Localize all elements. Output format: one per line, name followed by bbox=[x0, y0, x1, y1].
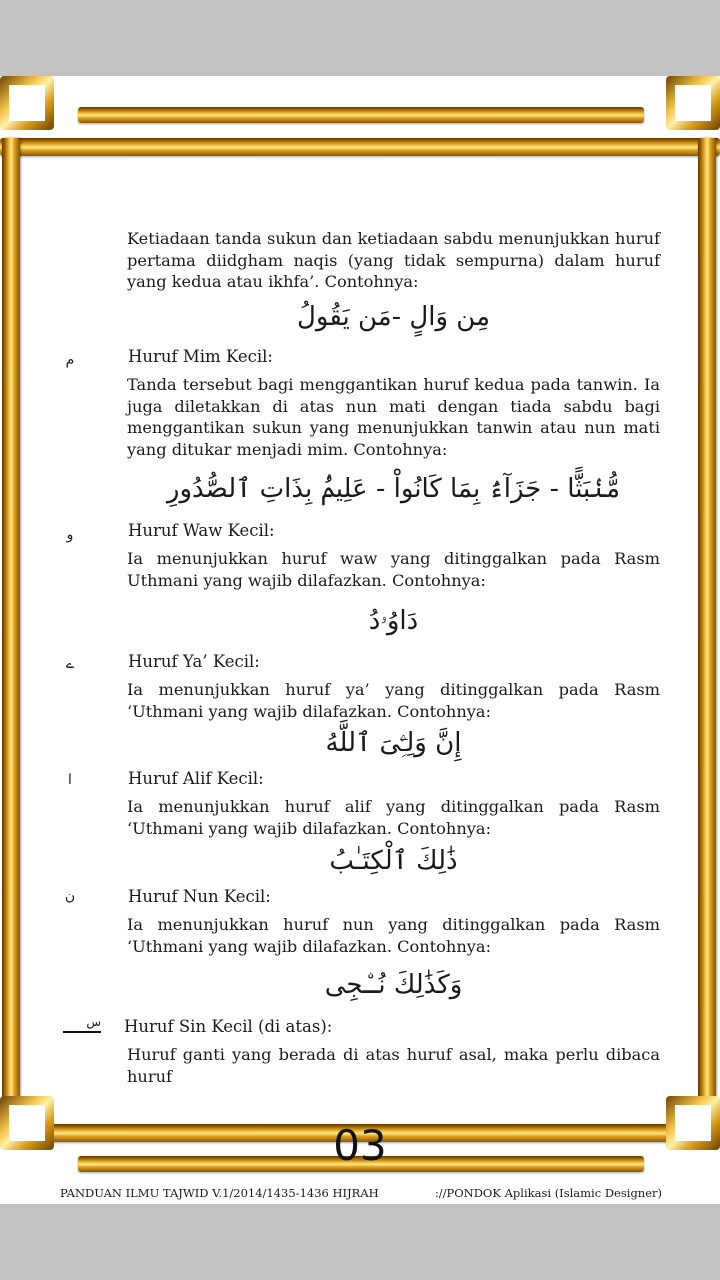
nun-kecil-arabic-example: وَكَذَٰلِكَ نُـۨجِى bbox=[324, 970, 463, 1000]
page-number: 03 bbox=[333, 1121, 387, 1170]
sin-kecil-text: Huruf ganti yang berada di atas huruf asal, maka perlu dibaca huruf bbox=[127, 1045, 660, 1086]
ya-kecil-arabic-example: إِنَّ وَلِـِّۧىَ ٱللَّهُ bbox=[325, 728, 462, 758]
mim-kecil-heading: Huruf Mim Kecil: bbox=[128, 347, 273, 366]
mim-kecil-marker: م bbox=[65, 352, 75, 368]
intro-text: Ketiadaan tanda sukun dan ketiadaan sabdu menunjukkan huruf pertama diidgham naqis (yang tidak sempurna) dalam huruf yang kedua atau ikhfa’. Contohnya: bbox=[127, 229, 660, 291]
waw-kecil-arabic-example: دَاوُۥدُ bbox=[368, 606, 419, 636]
footer-title: PANDUAN ILMU TAJWID V.1/2014/1435-1436 HIJRAH bbox=[60, 1186, 379, 1200]
sin-kecil-heading: Huruf Sin Kecil (di atas): bbox=[124, 1017, 333, 1036]
intro-arabic-example: مِن وَالٍ -مَن يَقُولُ bbox=[297, 302, 490, 332]
document-page bbox=[0, 76, 720, 1204]
waw-kecil-heading: Huruf Waw Kecil: bbox=[128, 521, 275, 540]
mim-kecil-arabic-example: مُّنۢبَثًّا - جَزَآءَۢ بِمَا كَانُواْ - عَلِيمُۢ بِذَاتِ ٱلصُّدُورِ bbox=[166, 474, 621, 504]
nun-kecil-marker: ن bbox=[64, 888, 76, 904]
alif-kecil-heading: Huruf Alif Kecil: bbox=[128, 769, 264, 788]
sin-kecil-marker: س bbox=[63, 1011, 101, 1033]
alif-kecil-text: Ia menunjukkan huruf alif yang ditinggalkan pada Rasm ‘Uthmani yang wajib dilafazkan. Contohnya: bbox=[127, 797, 660, 838]
alif-kecil-marker: ا bbox=[68, 772, 72, 788]
nun-kecil-text: Ia menunjukkan huruf nun yang ditinggalkan pada Rasm ‘Uthmani yang wajib dilafazkan. Contohnya: bbox=[127, 915, 660, 956]
ya-kecil-heading: Huruf Ya’ Kecil: bbox=[128, 652, 260, 671]
waw-kecil-marker: و bbox=[66, 527, 74, 543]
alif-kecil-arabic-example: ذَٰلِكَ ٱلْكِتَـٰبُ bbox=[329, 846, 458, 876]
mim-kecil-text: Tanda tersebut bagi menggantikan huruf kedua pada tanwin. Ia juga diletakkan di atas nun mati dengan tiada sabdu bagi menggantikan sukun yang menunjukkan tanwin atau nun mati yang ditukar menjadi mim. Contohnya: bbox=[127, 375, 660, 459]
nun-kecil-heading: Huruf Nun Kecil: bbox=[128, 887, 271, 906]
footer-credit: ://PONDOK Aplikasi (Islamic Designer) bbox=[434, 1186, 662, 1200]
sin-kecil-underline bbox=[63, 1031, 101, 1033]
waw-kecil-text: Ia menunjukkan huruf waw yang ditinggalkan pada Rasm Uthmani yang wajib dilafazkan. Contohnya: bbox=[127, 549, 660, 590]
ya-kecil-text: Ia menunjukkan huruf ya’ yang ditinggalkan pada Rasm ‘Uthmani yang wajib dilafazkan. Contohnya: bbox=[127, 680, 660, 721]
ya-kecil-marker: ے bbox=[65, 656, 75, 672]
